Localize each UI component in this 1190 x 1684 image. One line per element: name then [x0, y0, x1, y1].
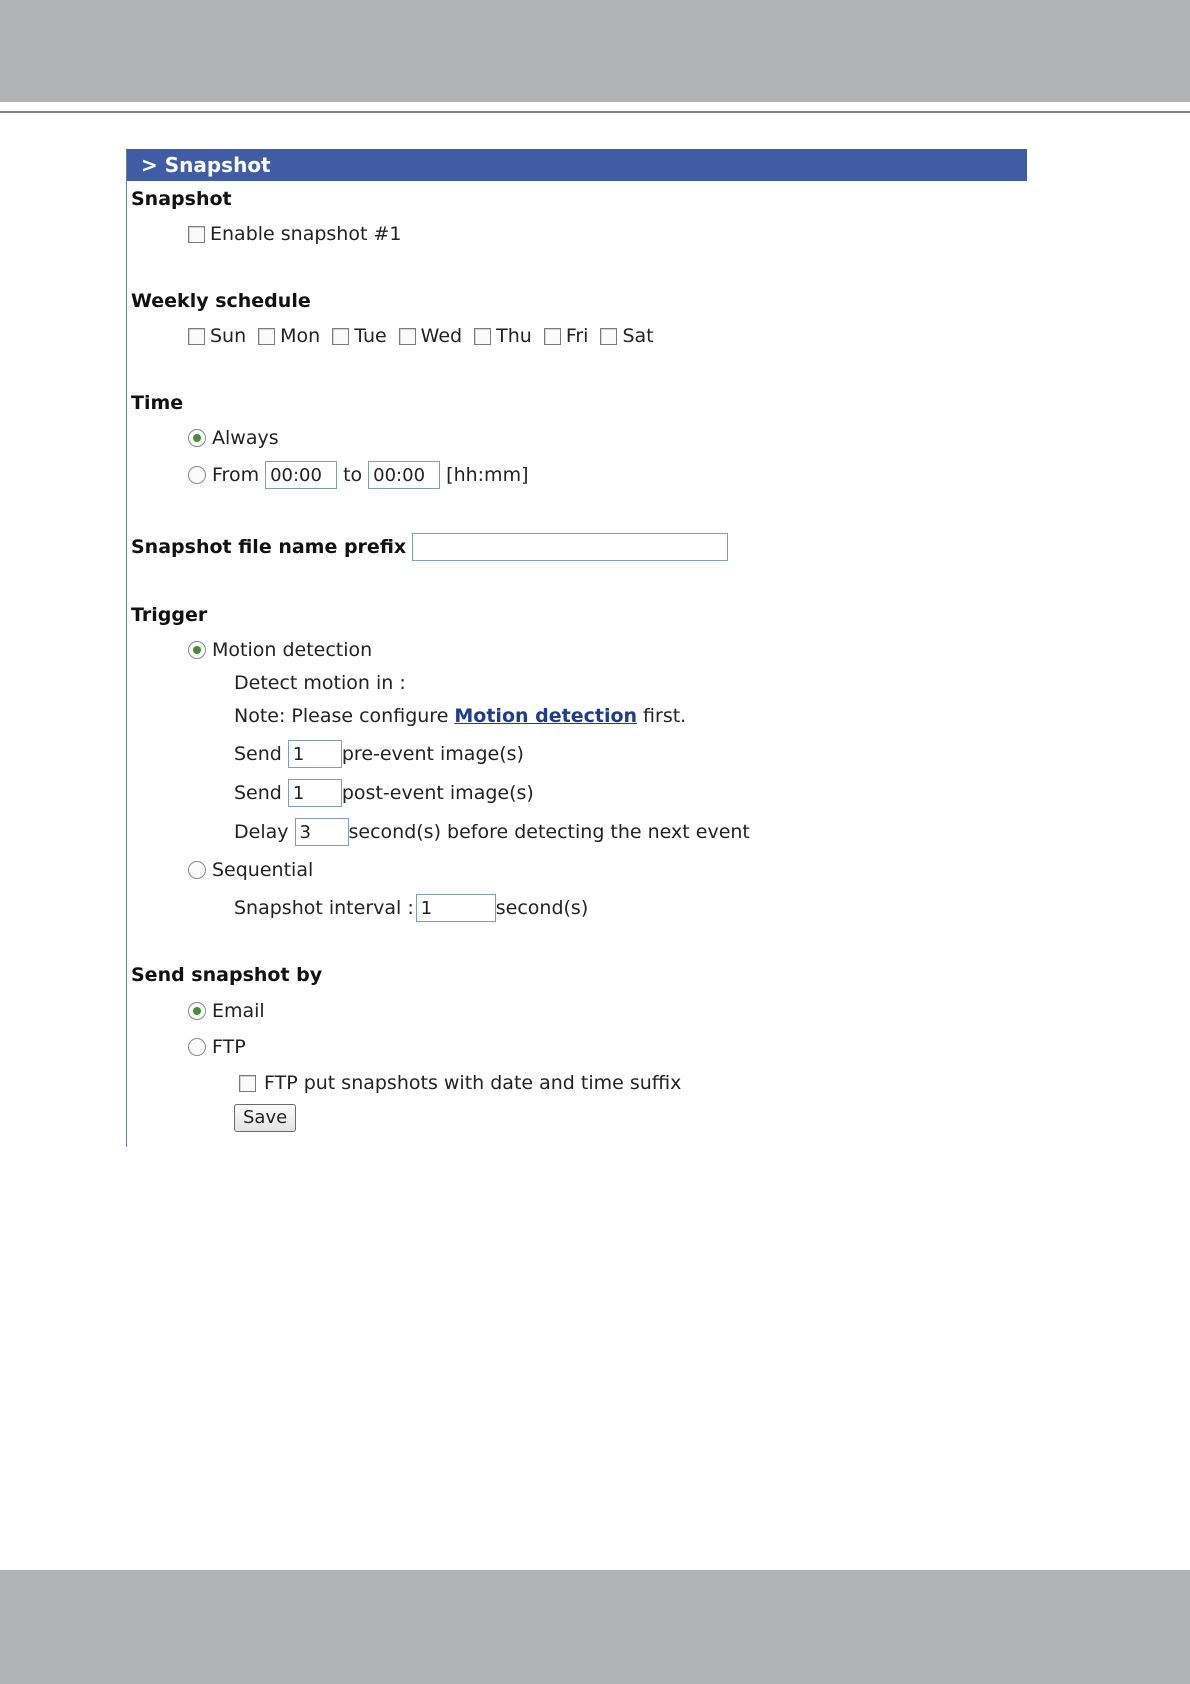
pre-send-label: Send [234, 743, 282, 765]
pre-event-input[interactable] [288, 740, 342, 768]
interval-suffix-label: second(s) [495, 897, 589, 919]
day-label-fri: Fri [565, 325, 589, 347]
trigger-section-title: Trigger [131, 604, 208, 626]
delay-input[interactable] [295, 818, 349, 846]
delay-suffix-label: second(s) before detecting the next event [348, 821, 750, 843]
delay-row [234, 818, 750, 846]
time-always-label: Always [212, 427, 279, 449]
post-event-label: post-event image(s) [341, 782, 534, 804]
ftp-suffix-label: FTP put snapshots with date and time suffix [264, 1072, 682, 1094]
day-checkbox-sat[interactable] [600, 328, 617, 345]
prefix-label: Snapshot file name prefix [131, 536, 407, 558]
detect-motion-text: Detect motion in : [234, 672, 406, 694]
post-event-input[interactable] [288, 779, 342, 807]
day-label-tue: Tue [354, 325, 387, 347]
send-email-row [188, 997, 265, 1025]
day-label-sat: Sat [622, 325, 654, 347]
enable-snapshot-checkbox[interactable] [188, 226, 205, 243]
send-ftp-row [188, 1033, 246, 1061]
enable-snapshot-label: Enable snapshot #1 [210, 223, 402, 245]
send-by-section-title: Send snapshot by [131, 964, 323, 986]
pre-event-row [234, 740, 524, 768]
pre-event-label: pre-event image(s) [341, 743, 524, 765]
note-suffix-text: first. [643, 705, 687, 727]
weekday-checkboxes [188, 322, 654, 350]
time-range-row [188, 461, 528, 489]
send-ftp-radio[interactable] [188, 1038, 206, 1056]
snapshot-settings-panel [126, 149, 1027, 1147]
day-label-sun: Sun [210, 325, 247, 347]
trigger-sequential-radio[interactable] [188, 861, 206, 879]
time-from-input[interactable] [265, 461, 337, 489]
send-email-radio[interactable] [188, 1002, 206, 1020]
send-email-label: Email [212, 1000, 265, 1022]
note-prefix-text: Note: Please configure [234, 705, 449, 727]
motion-note-row [234, 702, 686, 730]
day-checkbox-mon[interactable] [258, 328, 275, 345]
post-send-label: Send [234, 782, 282, 804]
snapshot-section-title: Snapshot [131, 188, 232, 210]
trigger-motion-label: Motion detection [212, 639, 373, 661]
save-row [234, 1104, 296, 1132]
delay-label: Delay [234, 821, 289, 843]
interval-input[interactable] [416, 894, 496, 922]
day-label-thu: Thu [496, 325, 532, 347]
save-button[interactable]: Save [234, 1104, 296, 1132]
weekly-schedule-title: Weekly schedule [131, 290, 311, 312]
day-checkbox-tue[interactable] [332, 328, 349, 345]
time-always-row [188, 424, 279, 452]
time-to-label: to [343, 464, 363, 486]
day-label-wed: Wed [420, 325, 463, 347]
post-event-row [234, 779, 534, 807]
page-title: > Snapshot [127, 149, 1027, 181]
time-from-radio[interactable] [188, 466, 206, 484]
time-from-label: From [212, 464, 260, 486]
day-label-mon: Mon [280, 325, 321, 347]
trigger-motion-row [188, 636, 372, 664]
trigger-sequential-label: Sequential [212, 859, 314, 881]
trigger-sequential-row [188, 856, 313, 884]
ftp-suffix-row [239, 1069, 681, 1097]
interval-label: Snapshot interval : [234, 897, 414, 919]
interval-row [234, 894, 588, 922]
trigger-motion-radio[interactable] [188, 641, 206, 659]
time-to-input[interactable] [368, 461, 440, 489]
day-checkbox-wed[interactable] [399, 328, 416, 345]
header-divider [0, 111, 1190, 113]
day-checkbox-fri[interactable] [544, 328, 561, 345]
prefix-row [131, 533, 728, 561]
top-banner [0, 0, 1190, 102]
bottom-banner [0, 1570, 1190, 1684]
ftp-suffix-checkbox[interactable] [239, 1075, 256, 1092]
prefix-input[interactable] [412, 533, 728, 561]
motion-detection-link[interactable]: Motion detection [454, 705, 638, 727]
time-always-radio[interactable] [188, 429, 206, 447]
day-checkbox-sun[interactable] [188, 328, 205, 345]
send-ftp-label: FTP [212, 1036, 246, 1058]
time-section-title: Time [131, 392, 184, 414]
day-checkbox-thu[interactable] [474, 328, 491, 345]
time-format-label: [hh:mm] [446, 464, 529, 486]
enable-snapshot-row [188, 220, 401, 248]
